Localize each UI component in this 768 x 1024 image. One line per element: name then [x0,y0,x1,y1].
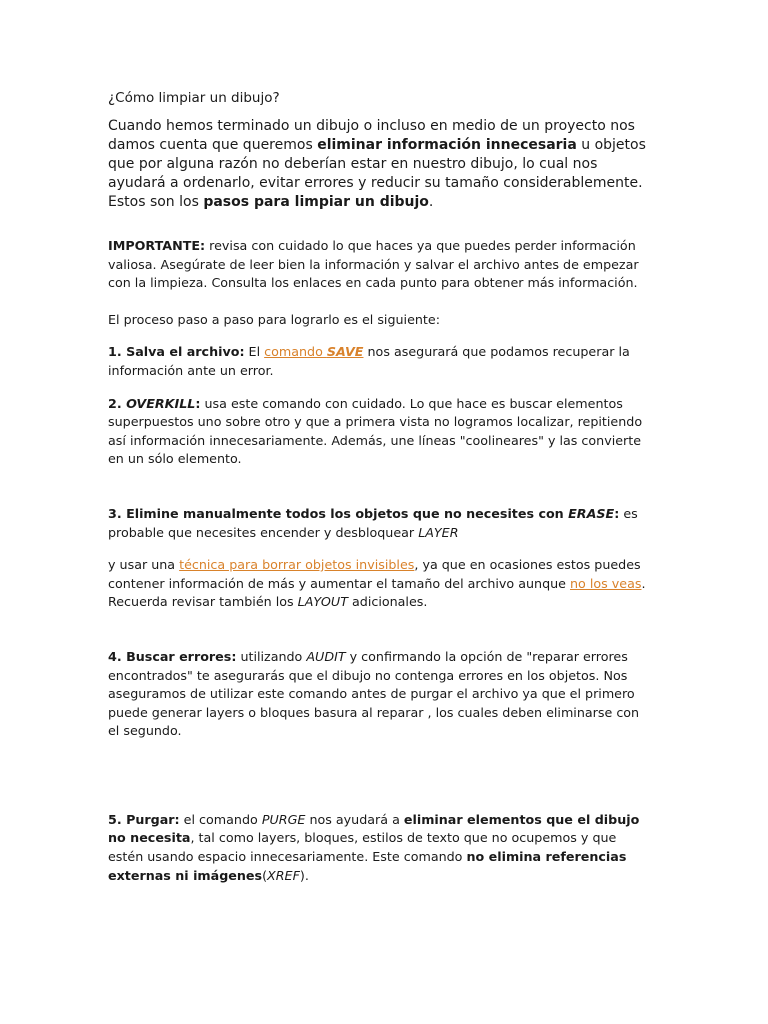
save-command-link[interactable]: comando SAVE [264,344,364,360]
step-2: 2. OVERKILL: usa este comando con cuidado. Lo que hace es buscar elementos superpuestos uno sobre otro y que a primera vista no logramos localizar, repitiendo así información innecesariamente. Además, une líneas "coolineares" y las convierte en un sólo elemento. [108,395,643,467]
document-page [108,88,648,885]
step-1-label: 1. Salva el archivo: [108,344,245,360]
process-intro: El proceso paso a paso para lograrlo es el siguiente: [108,311,440,327]
important-label: IMPORTANTE: [108,238,206,253]
no-los-veas-link[interactable]: no los veas [570,575,642,591]
important-note: IMPORTANTE: revisa con cuidado lo que haces ya que puedes perder información valiosa. Asegúrate de leer bien la información y salvar el archivo antes de empezar con la limpieza. Consulta los enlaces en cada punto para obtener más información. [108,238,639,291]
document-title: ¿Cómo limpiar un dibujo? [108,90,280,106]
intro-bold-phrase: eliminar información innecesaria [317,137,577,153]
step-5: 5. Purgar: el comando PURGE nos ayudará a eliminar elementos que el dibujo no necesita, tal como layers, bloques, estilos de texto que no ocupemos y que estén usando espacio innecesariamente. Este comando no elimina referencias externas ni imágenes(XREF). [108,811,640,883]
step-3-label: 3. Elimine manualmente todos los objetos que no necesites con ERASE: [108,505,620,521]
step-2-label: 2. OVERKILL: [108,395,201,411]
step-4: 4. Buscar errores: utilizando AUDIT y confirmando la opción de "reparar errores encontrados" te asegurarás que el dibujo no contenga errores en los objetos. Nos aseguramos de utilizar este comando antes de purgar el archivo ya que el primero puede generar layers o bloques basura al reparar , los cuales deben eliminarse con el segundo. [108,648,640,739]
step-5-label: 5. Purgar: [108,811,180,827]
step-3: 3. Elimine manualmente todos los objetos que no necesites con ERASE: es probable que necesites encender y desbloquear LAYER [108,505,638,540]
intro-paragraph: Cuando hemos terminado un dibujo o incluso en medio de un proyecto nos damos cuenta que queremos eliminar información innecesaria u objetos que por alguna razón no deberían estar en nuestro dibujo, lo cual nos ayudará a ordenarlo, evitar errores y reducir su tamaño considerablemente. Estos son los pasos para limpiar un dibujo. [108,118,646,210]
step-4-label: 4. Buscar errores: [108,648,237,664]
step-1: 1. Salva el archivo: El comando SAVE nos asegurará que podamos recuperar la información ante un error. [108,344,630,378]
intro-bold-steps: pasos para limpiar un dibujo [203,194,429,210]
step-3-continued: y usar una técnica para borrar objetos invisibles, ya que en ocasiones estos puedes contener información de más y aumentar el tamaño del archivo aunque no los veas. Recuerda revisar también los LAYOUT adicionales. [108,557,646,610]
invisible-objects-link[interactable]: técnica para borrar objetos invisibles [179,557,415,573]
